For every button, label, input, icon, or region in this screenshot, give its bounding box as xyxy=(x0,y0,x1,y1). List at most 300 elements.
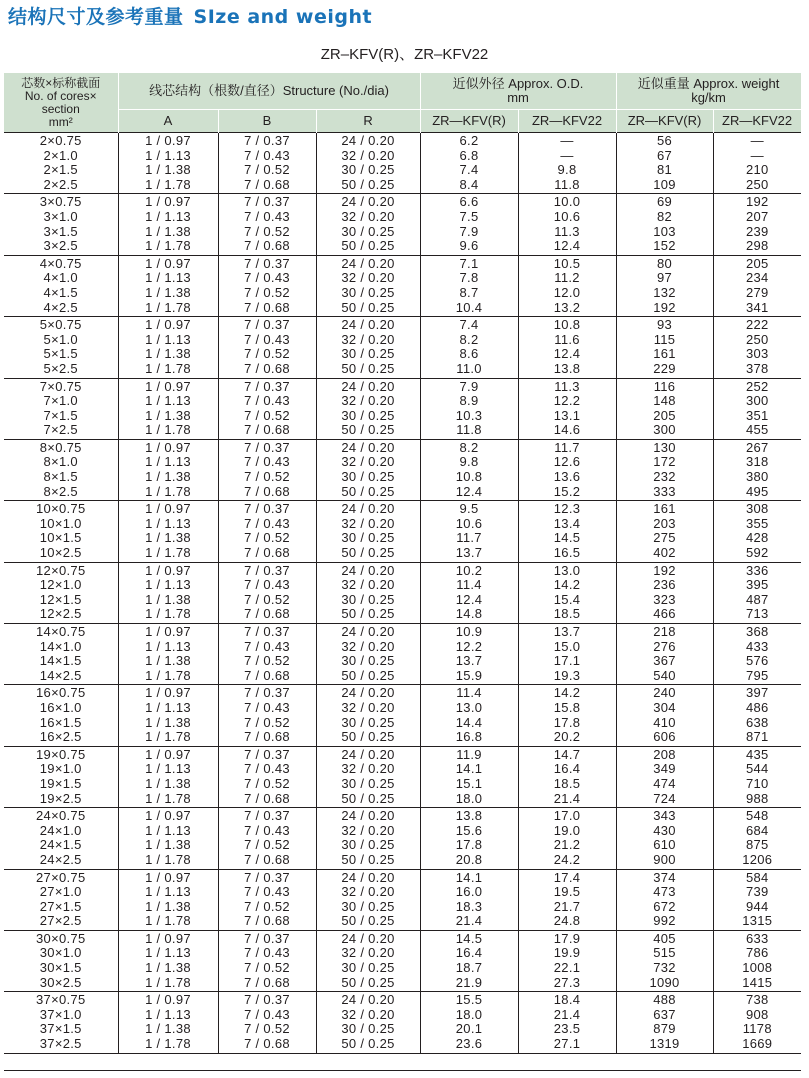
weight-kfvr-cell xyxy=(616,562,713,623)
cell-value: 222 xyxy=(745,317,769,333)
cell-value: 23.6 xyxy=(455,1036,483,1052)
cell-value: 27×1.0 xyxy=(39,884,82,900)
cell-value: 32 / 0.20 xyxy=(341,638,395,654)
od-kfv22-cell xyxy=(518,562,616,623)
weight-kfvr-cell xyxy=(616,746,713,807)
cell-value: 14.7 xyxy=(553,746,581,762)
cell-value: 192 xyxy=(653,562,676,578)
cell-value: 1 / 1.38 xyxy=(145,775,191,791)
cell-value: 7 / 0.37 xyxy=(244,501,290,517)
subheader-b: B xyxy=(218,110,316,133)
cell-value: 7 / 0.43 xyxy=(244,945,290,961)
cell-value: 11.0 xyxy=(456,360,482,376)
cell-value: 21.4 xyxy=(455,913,483,929)
cell-value: 7 / 0.68 xyxy=(244,483,290,499)
cell-value: 7 / 0.37 xyxy=(244,378,290,394)
subheader-od-kfv22: ZR—KFV22 xyxy=(518,110,616,133)
cell-value: 7.1 xyxy=(459,255,479,271)
cell-value: 871 xyxy=(745,729,769,745)
cell-value: 17.9 xyxy=(553,930,581,946)
cell-value: 11.6 xyxy=(554,331,580,347)
table-row-group xyxy=(4,930,801,991)
size-cell xyxy=(4,685,118,746)
cell-value: 24 / 0.20 xyxy=(341,317,395,333)
weight-kfv22-cell xyxy=(713,562,801,623)
od-kfv22-cell xyxy=(518,378,616,439)
structure-a-cell xyxy=(118,378,218,439)
weight-kfv22-cell xyxy=(713,930,801,991)
od-kfv22-cell xyxy=(518,255,616,316)
cell-value: 24 / 0.20 xyxy=(341,869,395,885)
spec-table xyxy=(4,73,802,1054)
od-kfv22-cell xyxy=(518,133,616,194)
cell-value: 250 xyxy=(745,331,769,347)
cell-value: 11.7 xyxy=(554,439,580,455)
cell-value: — xyxy=(750,133,764,148)
cell-value: 1 / 1.38 xyxy=(145,284,191,300)
cell-value: 18.0 xyxy=(455,790,483,806)
od-kfv22-cell xyxy=(518,746,616,807)
cell-value: 308 xyxy=(745,501,769,517)
cell-value: 81 xyxy=(657,162,673,178)
cell-value: 303 xyxy=(745,346,769,362)
cell-value: 12.2 xyxy=(455,638,483,654)
cell-value: 1 / 0.97 xyxy=(145,562,191,578)
cell-value: 515 xyxy=(653,945,676,961)
od-kfvr-cell xyxy=(420,869,518,930)
cell-value: 24.2 xyxy=(553,851,581,867)
cell-value: 7×1.5 xyxy=(43,407,78,423)
cell-value: 24×0.75 xyxy=(36,808,86,824)
size-cell xyxy=(4,869,118,930)
header-od-unit: mm xyxy=(507,90,529,105)
cell-value: 32 / 0.20 xyxy=(341,699,395,715)
structure-b-cell xyxy=(218,930,316,991)
cell-value: 32 / 0.20 xyxy=(341,147,395,163)
cell-value: 50 / 0.25 xyxy=(341,360,395,376)
cell-value: 192 xyxy=(745,194,769,210)
cell-value: 50 / 0.25 xyxy=(341,545,395,561)
cell-value: 1 / 1.38 xyxy=(145,960,191,976)
od-kfvr-cell xyxy=(420,133,518,194)
cell-value: 1 / 1.78 xyxy=(145,422,191,438)
cell-value: 16.0 xyxy=(455,884,483,900)
structure-a-cell xyxy=(118,439,218,500)
cell-value: 402 xyxy=(653,545,676,561)
cell-value: 13.7 xyxy=(553,624,581,639)
cell-value: 32 / 0.20 xyxy=(341,761,395,777)
cell-value: 1 / 1.78 xyxy=(145,545,191,561)
table-row-group xyxy=(4,378,801,439)
cell-value: 11.8 xyxy=(456,422,482,438)
cell-value: 15.0 xyxy=(553,638,581,654)
cell-value: 548 xyxy=(745,808,769,824)
cell-value: 7 / 0.52 xyxy=(244,284,290,300)
cell-value: 19.3 xyxy=(553,667,581,683)
cell-value: 20.8 xyxy=(455,851,483,867)
cell-value: 192 xyxy=(653,299,676,315)
cell-value: 7 / 0.68 xyxy=(244,176,290,192)
structure-b-cell xyxy=(218,439,316,500)
subheader-weight-kfv22: ZR—KFV22 xyxy=(713,110,801,133)
size-cell xyxy=(4,501,118,562)
table-body xyxy=(4,133,801,1054)
cell-value: 10.9 xyxy=(455,624,483,639)
cell-value: 1 / 1.13 xyxy=(145,761,191,777)
cell-value: 17.4 xyxy=(553,869,581,885)
cell-value: 7 / 0.43 xyxy=(244,393,290,409)
cell-value: 5×0.75 xyxy=(39,317,82,333)
cell-value: 1 / 0.97 xyxy=(145,746,191,762)
cell-value: 24.8 xyxy=(553,913,581,929)
header-size-line: 芯数×标称截面 xyxy=(21,75,101,90)
header-size xyxy=(4,73,118,133)
cell-value: 16.8 xyxy=(455,729,483,745)
cell-value: 10.0 xyxy=(553,194,581,210)
cell-value: 7 / 0.43 xyxy=(244,208,290,224)
structure-b-cell xyxy=(218,685,316,746)
cell-value: 14.5 xyxy=(553,530,581,546)
cell-value: 8×0.75 xyxy=(39,439,82,455)
weight-kfvr-cell xyxy=(616,808,713,869)
size-cell xyxy=(4,562,118,623)
weight-kfv22-cell xyxy=(713,255,801,316)
cell-value: 6.8 xyxy=(459,147,479,163)
od-kfv22-cell xyxy=(518,930,616,991)
cell-value: 37×1.5 xyxy=(39,1021,82,1037)
cell-value: 1 / 1.13 xyxy=(145,270,191,286)
cell-value: 1 / 1.78 xyxy=(145,176,191,192)
size-cell xyxy=(4,133,118,194)
cell-value: 7 / 0.43 xyxy=(244,331,290,347)
cell-value: 333 xyxy=(653,483,676,499)
cell-value: 218 xyxy=(653,624,676,639)
cell-value: 16.4 xyxy=(553,761,581,777)
cell-value: 367 xyxy=(653,653,676,669)
cell-value: 97 xyxy=(657,270,673,286)
cell-value: 739 xyxy=(745,884,769,900)
cell-value: 2×0.75 xyxy=(39,133,82,148)
cell-value: 13.0 xyxy=(455,699,483,715)
cell-value: 1 / 1.13 xyxy=(145,884,191,900)
cell-value: 32 / 0.20 xyxy=(341,945,395,961)
cell-value: 4×0.75 xyxy=(39,255,82,271)
cell-value: 2×1.0 xyxy=(43,147,78,163)
cell-value: 908 xyxy=(745,1006,769,1022)
cell-value: 374 xyxy=(653,869,676,885)
table-row-group xyxy=(4,439,801,500)
cell-value: 1 / 1.13 xyxy=(145,945,191,961)
table-row-group xyxy=(4,746,801,807)
title-en: SIze and weight xyxy=(193,6,373,28)
header-structure: 线芯结构（根数/直径）Structure (No./dia) xyxy=(118,73,420,110)
cell-value: 30 / 0.25 xyxy=(341,837,395,853)
cell-value: 435 xyxy=(745,746,769,762)
cell-value: 7 / 0.37 xyxy=(244,317,290,333)
weight-kfv22-cell xyxy=(713,869,801,930)
cell-value: 32 / 0.20 xyxy=(341,393,395,409)
cell-value: 540 xyxy=(653,667,676,683)
structure-a-cell xyxy=(118,562,218,623)
od-kfv22-cell xyxy=(518,501,616,562)
cell-value: 152 xyxy=(653,238,676,254)
cell-value: 5×1.5 xyxy=(43,346,78,362)
structure-a-cell xyxy=(118,133,218,194)
cell-value: 1 / 0.97 xyxy=(145,992,191,1008)
cell-value: 13.8 xyxy=(553,360,581,376)
structure-r-cell xyxy=(316,808,420,869)
cell-value: 50 / 0.25 xyxy=(341,851,395,867)
weight-kfv22-cell xyxy=(713,194,801,255)
cell-value: 1090 xyxy=(649,974,680,990)
structure-r-cell xyxy=(316,869,420,930)
cell-value: 7 / 0.68 xyxy=(244,606,290,622)
cell-value: 18.3 xyxy=(455,898,483,914)
cell-value: 786 xyxy=(745,945,769,961)
cell-value: 7 / 0.43 xyxy=(244,270,290,286)
cell-value: 318 xyxy=(745,454,769,470)
cell-value: 944 xyxy=(745,898,769,914)
cell-value: 1 / 0.97 xyxy=(145,317,191,333)
cell-value: 1 / 1.13 xyxy=(145,699,191,715)
cell-value: 50 / 0.25 xyxy=(341,729,395,745)
cell-value: 433 xyxy=(745,638,769,654)
cell-value: 1 / 1.13 xyxy=(145,638,191,654)
od-kfv22-cell xyxy=(518,992,616,1053)
cell-value: 30×0.75 xyxy=(36,930,86,946)
table-row-group xyxy=(4,317,801,378)
cell-value: 37×2.5 xyxy=(39,1036,82,1052)
cell-value: 1 / 1.13 xyxy=(145,393,191,409)
cell-value: 638 xyxy=(745,714,769,730)
weight-kfv22-cell xyxy=(713,439,801,500)
title-cn: 结构尺寸及参考重量 xyxy=(8,6,184,28)
table-row-group xyxy=(4,808,801,869)
structure-a-cell xyxy=(118,255,218,316)
size-cell xyxy=(4,930,118,991)
structure-r-cell xyxy=(316,378,420,439)
structure-r-cell xyxy=(316,255,420,316)
cell-value: 12×1.5 xyxy=(39,591,82,607)
header-weight xyxy=(616,73,801,110)
cell-value: 7 / 0.52 xyxy=(244,469,290,485)
cell-value: 8.2 xyxy=(459,439,479,455)
cell-value: 15.8 xyxy=(553,699,581,715)
cell-value: 24 / 0.20 xyxy=(341,992,395,1008)
cell-value: 239 xyxy=(745,223,769,239)
structure-b-cell xyxy=(218,808,316,869)
cell-value: 24 / 0.20 xyxy=(341,930,395,946)
cell-value: 8.6 xyxy=(459,346,479,362)
cell-value: 15.9 xyxy=(455,667,483,683)
cell-value: 21.9 xyxy=(455,974,483,990)
cell-value: 172 xyxy=(653,454,676,470)
cell-value: 12.4 xyxy=(455,591,483,607)
cell-value: 24 / 0.20 xyxy=(341,255,395,271)
cell-value: 22.1 xyxy=(553,960,581,976)
cell-value: 1 / 1.38 xyxy=(145,1021,191,1037)
cell-value: 8.9 xyxy=(459,393,479,409)
cell-value: 1 / 1.13 xyxy=(145,147,191,163)
cell-value: 8×2.5 xyxy=(43,483,78,499)
cell-value: 9.8 xyxy=(459,454,479,470)
cell-value: 8.2 xyxy=(459,331,479,347)
cell-value: 11.3 xyxy=(554,223,580,239)
cell-value: 7 / 0.52 xyxy=(244,162,290,178)
od-kfv22-cell xyxy=(518,624,616,685)
table-row-group xyxy=(4,685,801,746)
cell-value: 304 xyxy=(653,699,676,715)
cell-value: 50 / 0.25 xyxy=(341,974,395,990)
cell-value: 32 / 0.20 xyxy=(341,515,395,531)
cell-value: 24 / 0.20 xyxy=(341,562,395,578)
cell-value: 15.6 xyxy=(455,822,483,838)
cell-value: 24 / 0.20 xyxy=(341,194,395,210)
cell-value: 12×2.5 xyxy=(39,606,82,622)
cell-value: 7 / 0.68 xyxy=(244,974,290,990)
cell-value: 1 / 1.78 xyxy=(145,667,191,683)
cell-value: 50 / 0.25 xyxy=(341,483,395,499)
cell-value: 713 xyxy=(745,606,769,622)
cell-value: 16×1.0 xyxy=(39,699,82,715)
cell-value: 205 xyxy=(745,255,769,271)
page-title xyxy=(8,2,372,28)
cell-value: 684 xyxy=(745,822,769,838)
cell-value: 18.4 xyxy=(553,992,581,1008)
cell-value: 7 / 0.52 xyxy=(244,223,290,239)
cell-value: 10.8 xyxy=(553,317,581,333)
size-cell xyxy=(4,317,118,378)
cell-value: 18.0 xyxy=(455,1006,483,1022)
cell-value: 732 xyxy=(653,960,676,976)
subheader-weight-kfvr: ZR—KFV(R) xyxy=(616,110,713,133)
od-kfvr-cell xyxy=(420,255,518,316)
cell-value: 1 / 1.78 xyxy=(145,913,191,929)
structure-r-cell xyxy=(316,317,420,378)
cell-value: 1178 xyxy=(742,1021,772,1037)
cell-value: 13.2 xyxy=(553,299,581,315)
cell-value: 234 xyxy=(745,270,769,286)
cell-value: 428 xyxy=(745,530,769,546)
cell-value: 30 / 0.25 xyxy=(341,530,395,546)
cell-value: 14×0.75 xyxy=(36,624,86,639)
cell-value: 637 xyxy=(653,1006,676,1022)
cell-value: 1206 xyxy=(742,851,773,867)
cell-value: 109 xyxy=(653,176,676,192)
cell-value: 343 xyxy=(653,808,676,824)
cell-value: 1 / 1.78 xyxy=(145,360,191,376)
cell-value: 900 xyxy=(653,851,676,867)
table-row-group xyxy=(4,255,801,316)
cell-value: 1 / 1.38 xyxy=(145,469,191,485)
weight-kfvr-cell xyxy=(616,501,713,562)
cell-value: 1 / 1.78 xyxy=(145,483,191,499)
cell-value: 7 / 0.68 xyxy=(244,913,290,929)
cell-value: 14×2.5 xyxy=(39,667,82,683)
cell-value: 7×0.75 xyxy=(39,378,82,394)
cell-value: 7 / 0.52 xyxy=(244,960,290,976)
structure-a-cell xyxy=(118,685,218,746)
header-od-line: 近似外径 Approx. O.D. xyxy=(452,76,584,91)
cell-value: 633 xyxy=(745,930,769,946)
weight-kfv22-cell xyxy=(713,746,801,807)
cell-value: 18.7 xyxy=(455,960,483,976)
cell-value: 4×1.5 xyxy=(43,284,78,300)
structure-r-cell xyxy=(316,133,420,194)
cell-value: 10.4 xyxy=(455,299,483,315)
cell-value: 20.1 xyxy=(455,1021,483,1037)
cell-value: 24 / 0.20 xyxy=(341,685,395,701)
cell-value: 13.8 xyxy=(455,808,483,824)
cell-value: 23.5 xyxy=(553,1021,581,1037)
cell-value: 19×0.75 xyxy=(36,746,86,762)
cell-value: 1 / 1.13 xyxy=(145,208,191,224)
cell-value: 24 / 0.20 xyxy=(341,439,395,455)
cell-value: 455 xyxy=(745,422,769,438)
header-size-line: mm² xyxy=(48,114,73,129)
cell-value: 32 / 0.20 xyxy=(341,454,395,470)
cell-value: 341 xyxy=(745,299,769,315)
cell-value: 1 / 0.97 xyxy=(145,930,191,946)
cell-value: 7 / 0.43 xyxy=(244,454,290,470)
structure-r-cell xyxy=(316,685,420,746)
cell-value: 14.8 xyxy=(455,606,483,622)
weight-kfv22-cell xyxy=(713,378,801,439)
cell-value: 30 / 0.25 xyxy=(341,469,395,485)
cell-value: 14×1.0 xyxy=(39,638,82,654)
cell-value: 1 / 1.38 xyxy=(145,346,191,362)
cell-value: 7.4 xyxy=(459,162,479,178)
cell-value: 9.5 xyxy=(459,501,479,517)
cell-value: 1 / 0.97 xyxy=(145,501,191,517)
cell-value: 12.0 xyxy=(553,284,581,300)
size-cell xyxy=(4,194,118,255)
weight-kfvr-cell xyxy=(616,930,713,991)
weight-kfvr-cell xyxy=(616,378,713,439)
cell-value: 336 xyxy=(745,562,769,578)
cell-value: 380 xyxy=(745,469,769,485)
cell-value: 32 / 0.20 xyxy=(341,577,395,593)
cell-value: 10×2.5 xyxy=(39,545,82,561)
cell-value: 30 / 0.25 xyxy=(341,898,395,914)
cell-value: 27.1 xyxy=(553,1036,581,1052)
cell-value: 1 / 1.13 xyxy=(145,515,191,531)
cell-value: 14×1.5 xyxy=(39,653,82,669)
cell-value: 12.6 xyxy=(553,454,581,470)
cell-value: 12.4 xyxy=(553,238,581,254)
cell-value: 32 / 0.20 xyxy=(341,884,395,900)
cell-value: 7 / 0.68 xyxy=(244,729,290,745)
cell-value: 240 xyxy=(653,685,676,701)
cell-value: 11.7 xyxy=(456,530,482,546)
od-kfv22-cell xyxy=(518,439,616,500)
cell-value: 1 / 1.13 xyxy=(145,1006,191,1022)
size-cell xyxy=(4,624,118,685)
cell-value: 30 / 0.25 xyxy=(341,346,395,362)
structure-a-cell xyxy=(118,992,218,1053)
cell-value: 15.1 xyxy=(455,775,483,791)
structure-a-cell xyxy=(118,746,218,807)
cell-value: 236 xyxy=(653,577,676,593)
cell-value: 24 / 0.20 xyxy=(341,746,395,762)
cell-value: 1 / 1.78 xyxy=(145,974,191,990)
header-od xyxy=(420,73,616,110)
cell-value: 7 / 0.52 xyxy=(244,775,290,791)
cell-value: 132 xyxy=(653,284,676,300)
structure-b-cell xyxy=(218,317,316,378)
cell-value: 2×1.5 xyxy=(43,162,78,178)
cell-value: 486 xyxy=(745,699,769,715)
